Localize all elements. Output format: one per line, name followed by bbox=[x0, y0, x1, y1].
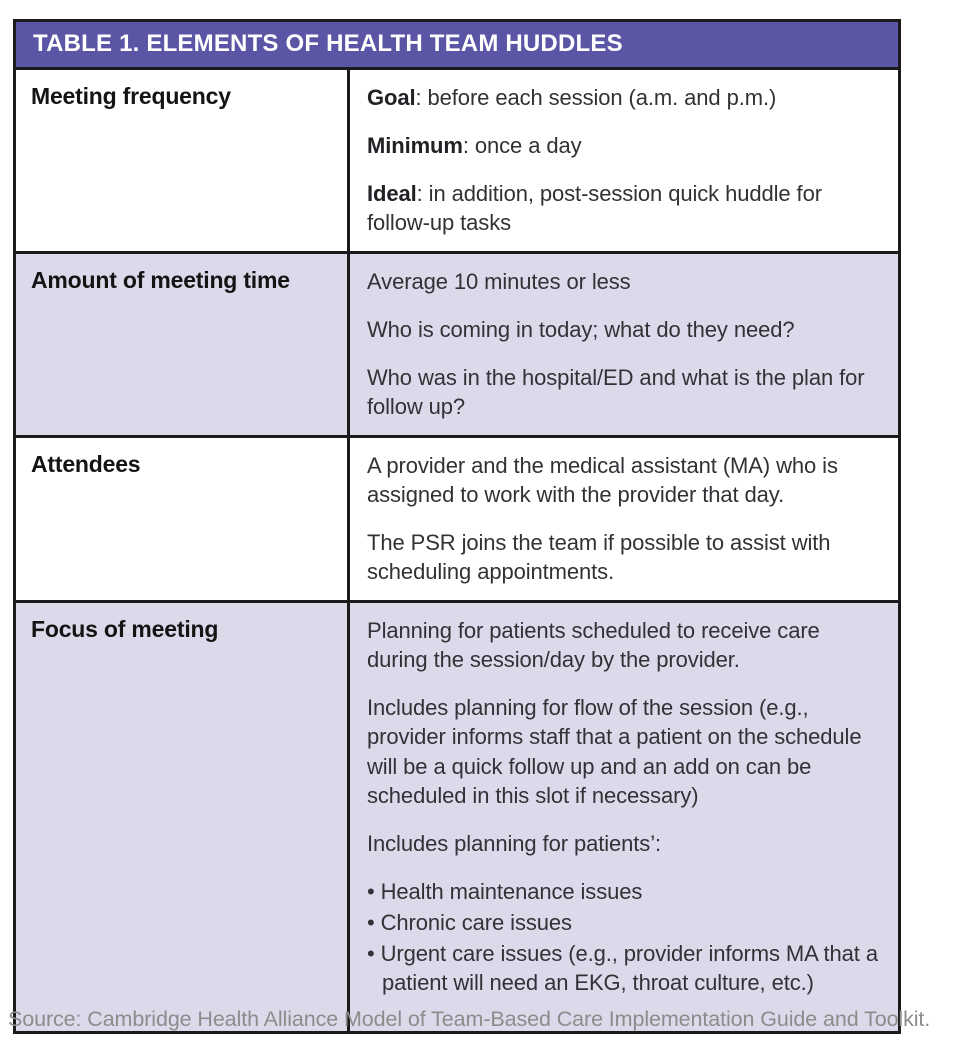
row-label: Meeting frequency bbox=[16, 70, 350, 251]
paragraph bbox=[367, 131, 880, 160]
paragraph: Average 10 minutes or less bbox=[367, 269, 631, 295]
focus-bullet-list bbox=[367, 877, 880, 997]
bullet-item: • Health maintenance issues bbox=[367, 877, 880, 906]
table-row-focus-of-meeting bbox=[16, 600, 898, 1031]
paragraph: The PSR joins the team if possible to assist with scheduling appointments. bbox=[367, 530, 831, 585]
huddles-table bbox=[13, 19, 901, 1034]
row-label: Focus of meeting bbox=[16, 603, 350, 1031]
bullet-item: • Chronic care issues bbox=[367, 908, 880, 937]
paragraph-text: : once a day bbox=[462, 133, 582, 159]
row-content bbox=[350, 438, 898, 600]
paragraph: A provider and the medical assistant (MA) who is assigned to work with the provider that day. bbox=[367, 453, 838, 508]
row-label: Amount of meeting time bbox=[16, 254, 350, 435]
paragraph-text: : in addition, post-session quick huddle for follow-up tasks bbox=[367, 181, 822, 236]
paragraph: Includes planning for patients’: bbox=[367, 830, 661, 856]
table-title: TABLE 1. ELEMENTS OF HEALTH TEAM HUDDLES bbox=[16, 22, 898, 67]
row-content bbox=[350, 254, 898, 435]
paragraph-lead: Ideal bbox=[367, 181, 417, 207]
paragraph-lead: Goal bbox=[367, 85, 416, 110]
row-content bbox=[350, 70, 898, 251]
paragraph: Includes planning for flow of the session (e.g., provider informs staff that a patient on the schedule will be a quick follow up and an add on can be scheduled in this slot if necessary) bbox=[367, 695, 862, 808]
source-note: Source: Cambridge Health Alliance Model of Team-Based Care Implementation Guide and Toolkit. bbox=[8, 1007, 931, 1031]
paragraph-lead: Minimum bbox=[367, 133, 463, 159]
table-row-meeting-time bbox=[16, 251, 898, 435]
paragraph: Who is coming in today; what do they need? bbox=[367, 317, 795, 343]
row-content bbox=[350, 603, 898, 1031]
paragraph bbox=[367, 83, 880, 112]
paragraph-text: : before each session (a.m. and p.m.) bbox=[415, 85, 777, 110]
table-row-meeting-frequency bbox=[16, 67, 898, 251]
paragraph: Who was in the hospital/ED and what is the plan for follow up? bbox=[367, 365, 865, 420]
row-label: Attendees bbox=[16, 438, 350, 600]
paragraph bbox=[367, 179, 880, 237]
table-row-attendees bbox=[16, 435, 898, 600]
bullet-item: • Urgent care issues (e.g., provider informs MA that a patient will need an EKG, throat culture, etc.) bbox=[367, 939, 880, 997]
paragraph: Planning for patients scheduled to receive care during the session/day by the provider. bbox=[367, 618, 820, 673]
